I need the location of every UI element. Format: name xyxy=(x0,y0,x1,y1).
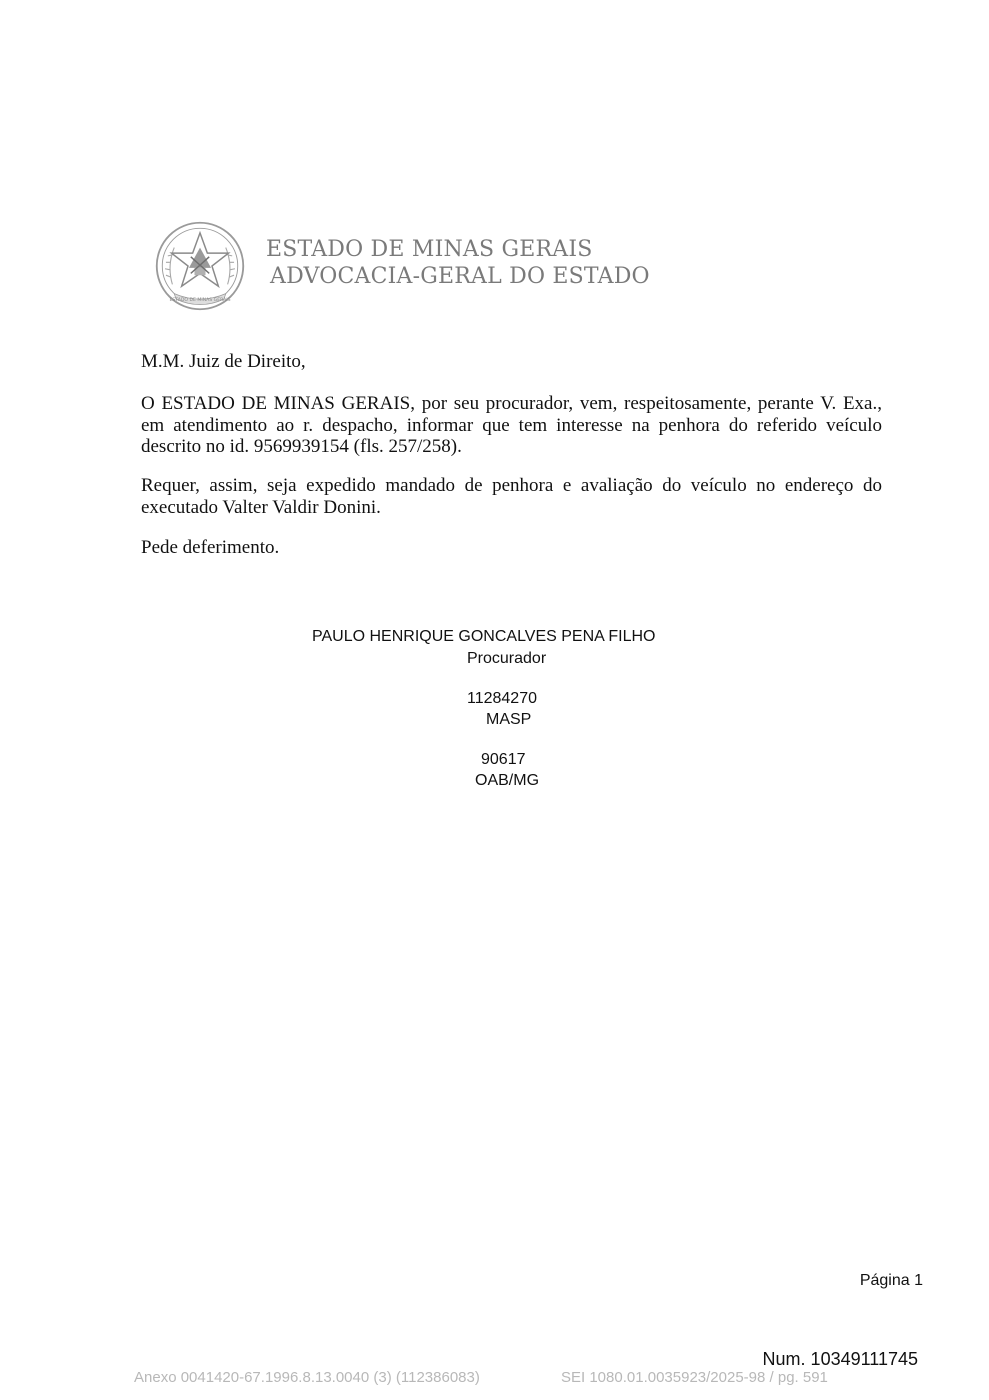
salutation: M.M. Juiz de Direito, xyxy=(141,351,306,372)
paragraph-2: Requer, assim, seja expedido mandado de penhora e avaliação do veículo no endereço do executado Valter Valdir Donini. xyxy=(141,475,882,518)
oab-label: OAB/MG xyxy=(475,772,540,789)
signer-name: PAULO HENRIQUE GONCALVES PENA FILHO xyxy=(312,628,656,645)
page-number: Página 1 xyxy=(859,1272,923,1289)
letterhead-agency: ADVOCACIA-GERAL DO ESTADO xyxy=(270,264,650,289)
footer-sei: SEI 1080.01.0035923/2025-98 / pg. 591 xyxy=(561,1369,828,1386)
letterhead-state: ESTADO DE MINAS GERAIS xyxy=(266,237,593,262)
seal-ribbon-text: ESTADO DE MINAS GERAIS xyxy=(169,297,231,303)
oab-number: 90617 xyxy=(481,751,526,768)
letterhead xyxy=(266,236,650,290)
closing: Pede deferimento. xyxy=(141,537,280,558)
coat-of-arms-seal-icon xyxy=(154,220,246,312)
masp-number: 11284270 xyxy=(467,690,537,707)
footer-annex: Anexo 0041420-67.1996.8.13.0040 (3) (112386083) xyxy=(134,1369,480,1386)
masp-label: MASP xyxy=(486,711,532,728)
paragraph-1: O ESTADO DE MINAS GERAIS, por seu procurador, vem, respeitosamente, perante V. Exa., em atendimento ao r. despacho, informar que tem interesse na penhora do referido veículo descrito no id. 9569939154 (fls. 257/258). xyxy=(141,393,882,457)
document-number: Num. 10349111745 xyxy=(762,1349,918,1369)
signer-role: Procurador xyxy=(467,650,547,667)
